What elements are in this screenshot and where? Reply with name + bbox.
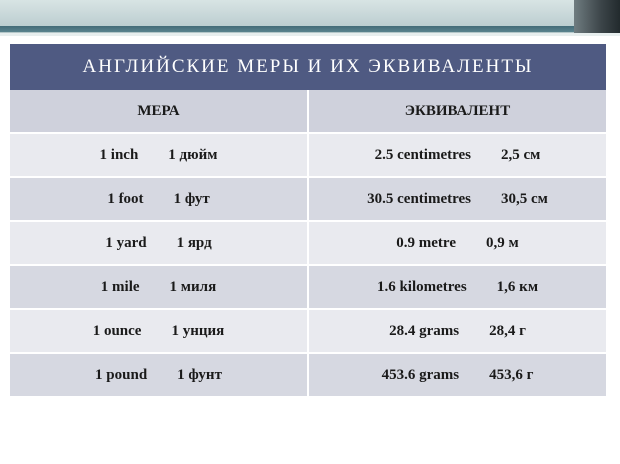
slide-top-divider [0,33,620,36]
equivalent-cell [308,265,606,309]
table-row [10,221,606,265]
measure-cell [10,265,308,309]
equivalent-ru: 0,9 м [485,234,519,251]
equivalent-cell [308,221,606,265]
measure-en: 1 inch [99,146,139,163]
equivalent-cell [308,353,606,397]
header-measure: МЕРА [10,90,308,133]
equivalent-en: 30.5 centimetres [367,190,471,207]
measure-cell [10,221,308,265]
table-row [10,309,606,353]
slide-top-corner [574,0,620,34]
equivalent-en: 28.4 grams [389,322,460,339]
measure-ru: 1 миля [169,278,217,295]
table-header-row [10,90,606,133]
measure-cell [10,133,308,177]
measure-ru: 1 фут [173,190,210,207]
measures-table [10,90,606,398]
equivalent-cell [308,309,606,353]
measure-ru: 1 фунт [177,366,222,383]
measure-cell [10,177,308,221]
equivalent-en: 453.6 grams [381,366,460,383]
measure-en: 1 mile [100,278,140,295]
measure-en: 1 ounce [92,322,142,339]
table-row [10,265,606,309]
measure-en: 1 yard [105,234,147,251]
equivalent-en: 0.9 metre [396,234,456,251]
measure-ru: 1 дюйм [168,146,218,163]
table-title: АНГЛИЙСКИЕ МЕРЫ И ИХ ЭКВИВАЛЕНТЫ [10,44,606,90]
equivalent-ru: 2,5 см [500,146,541,163]
table-row [10,133,606,177]
header-equivalent: ЭКВИВАЛЕНТ [308,90,606,133]
equivalent-ru: 453,6 г [489,366,534,383]
equivalent-ru: 1,6 км [496,278,539,295]
table-row [10,353,606,397]
equivalent-en: 1.6 kilometres [376,278,467,295]
equivalent-ru: 28,4 г [489,322,526,339]
measure-ru: 1 унция [171,322,225,339]
equivalent-ru: 30,5 см [500,190,548,207]
equivalent-cell [308,133,606,177]
measure-cell [10,353,308,397]
measure-en: 1 foot [107,190,144,207]
slide-top-shade [0,26,620,32]
equivalent-cell [308,177,606,221]
measure-ru: 1 ярд [176,234,212,251]
measure-en: 1 pound [95,366,148,383]
measure-cell [10,309,308,353]
equivalent-en: 2.5 centimetres [374,146,471,163]
table-row [10,177,606,221]
